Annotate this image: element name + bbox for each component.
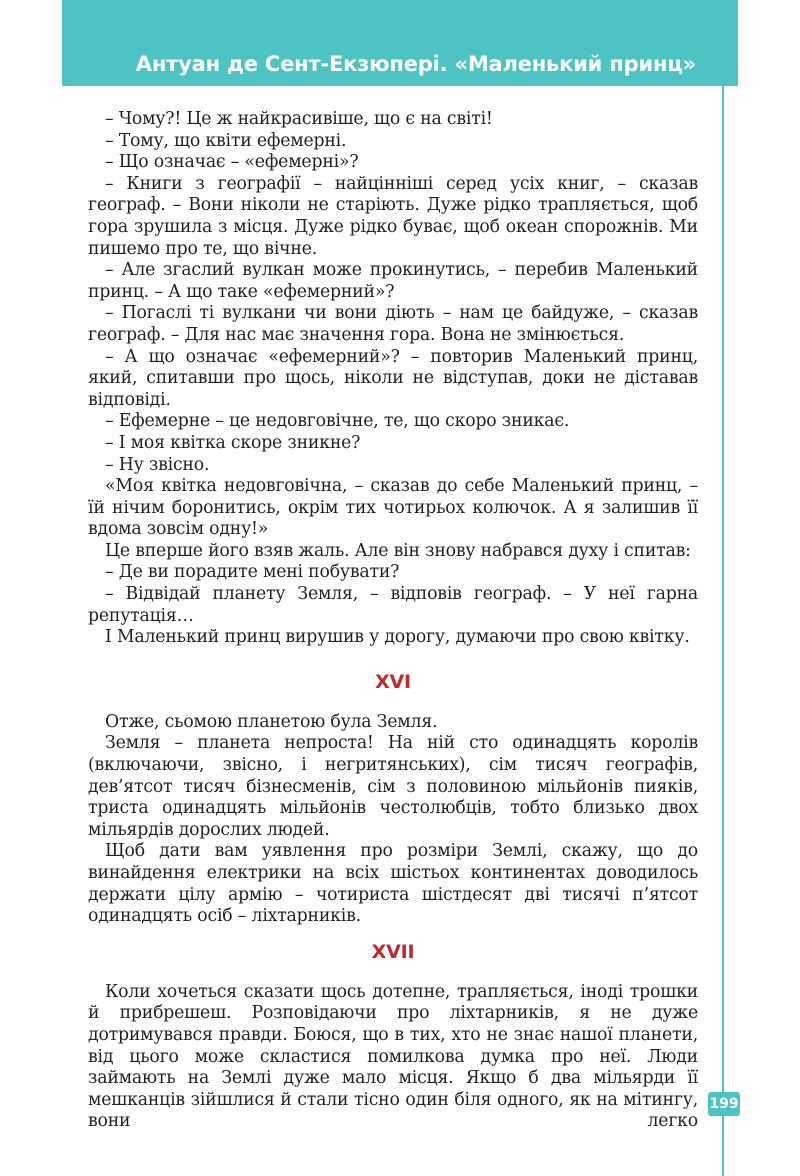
- paragraph: – А що означає «ефемерний»? – повторив Маленький принц, який, спитавши про щось, ніколи не відступав, доки не діставав відповіді.: [88, 346, 698, 410]
- margin-rule: [722, 86, 724, 1176]
- page-number: 199: [708, 1092, 740, 1116]
- chapter-heading-xvi: XVI: [375, 670, 411, 693]
- paragraph: – Погаслі ті вулкани чи вони діють – нам це байдуже, – сказав географ. – Для нас має значення гора. Вона не змінюється.: [88, 303, 698, 345]
- running-header-title: Антуан де Сент-Екзюпері. «Маленький принц»: [135, 52, 696, 76]
- paragraph: – Відвідай планету Земля, – відповів географ. – У неї гарна репутація…: [88, 584, 698, 626]
- paragraph: – Ефемерне – це недовговічне, те, що скоро зникає.: [105, 411, 570, 432]
- paragraph: – Книги з географії – найцінніші серед усіх книг, – сказав географ. – Вони ніколи не старіють. Дуже рідко трапляється, щоб гора зрушила з місця. Дуже рідко буває, щоб океан спорожнів. Ми пишемо про те, що вічне.: [88, 173, 698, 259]
- paragraph: «Моя квітка недовговічна, – сказав до себе Маленький принц, – їй нічим боронитись, окрім тих чотирьох колючок. А я залишив її вдома зовсім одну!»: [88, 476, 698, 540]
- paragraph: – Що означає – «ефемерні»?: [105, 152, 359, 173]
- paragraph: – Тому, що квіти ефемерні.: [105, 130, 347, 151]
- paragraph: Це вперше його взяв жаль. Але він знову набрався духу і спитав:: [105, 540, 691, 561]
- chapter-heading-xvii: XVII: [371, 940, 415, 963]
- paragraph: – Чому?! Це ж найкрасивіше, що є на світі!: [105, 109, 493, 129]
- paragraph: Земля – планета непроста! На ній сто одинадцять королів (включаючи, звісно, і негритянських), сім тисяч географів, дев’ятсот тисяч бізнесменів, сім з половиною мільйонів пияків, триста одинадцять мільйонів честолюбців, тобто близько двох мільярдів дорослих людей.: [88, 733, 698, 840]
- paragraph: Отже, сьомою планетою була Земля.: [105, 711, 438, 732]
- paragraph: – Ну звісно.: [105, 454, 210, 475]
- paragraph: Коли хочеться сказати щось дотепне, трапляється, іноді трошки й прибрешеш. Розповідаючи про ліхтарників, я не дуже дотримувався правди. Боюся, що в тих, хто не знає нашої планети, від цього може скластися помилкова думка про неї. Люди займають на Землі дуже мало місця. Якщо б два мільярди її мешканців зійшлися й стали тісно один біля одного, як на мітингу, вони легко: [88, 981, 698, 1132]
- paragraph: – Де ви порадите мені побувати?: [105, 562, 400, 583]
- page-body: [88, 109, 698, 1133]
- paragraph: – І моя квітка скоре зникне?: [105, 432, 361, 453]
- header-bar: [62, 0, 738, 86]
- paragraph: – Але згаслий вулкан може прокинутись, – перебив Маленький принц. – А що таке «ефемерний»?: [88, 260, 698, 302]
- paragraph: І Маленький принц вирушив у дорогу, думаючи про свою квітку.: [105, 627, 690, 648]
- paragraph: Щоб дати вам уявлення про розміри Землі, скажу, що до винайдення електрики на всіх шістьох континентах доводилось держати цілу армію – чотириста шістдесят дві тисячі п’ятсот одинадцять осіб – ліхтарників.: [88, 841, 698, 927]
